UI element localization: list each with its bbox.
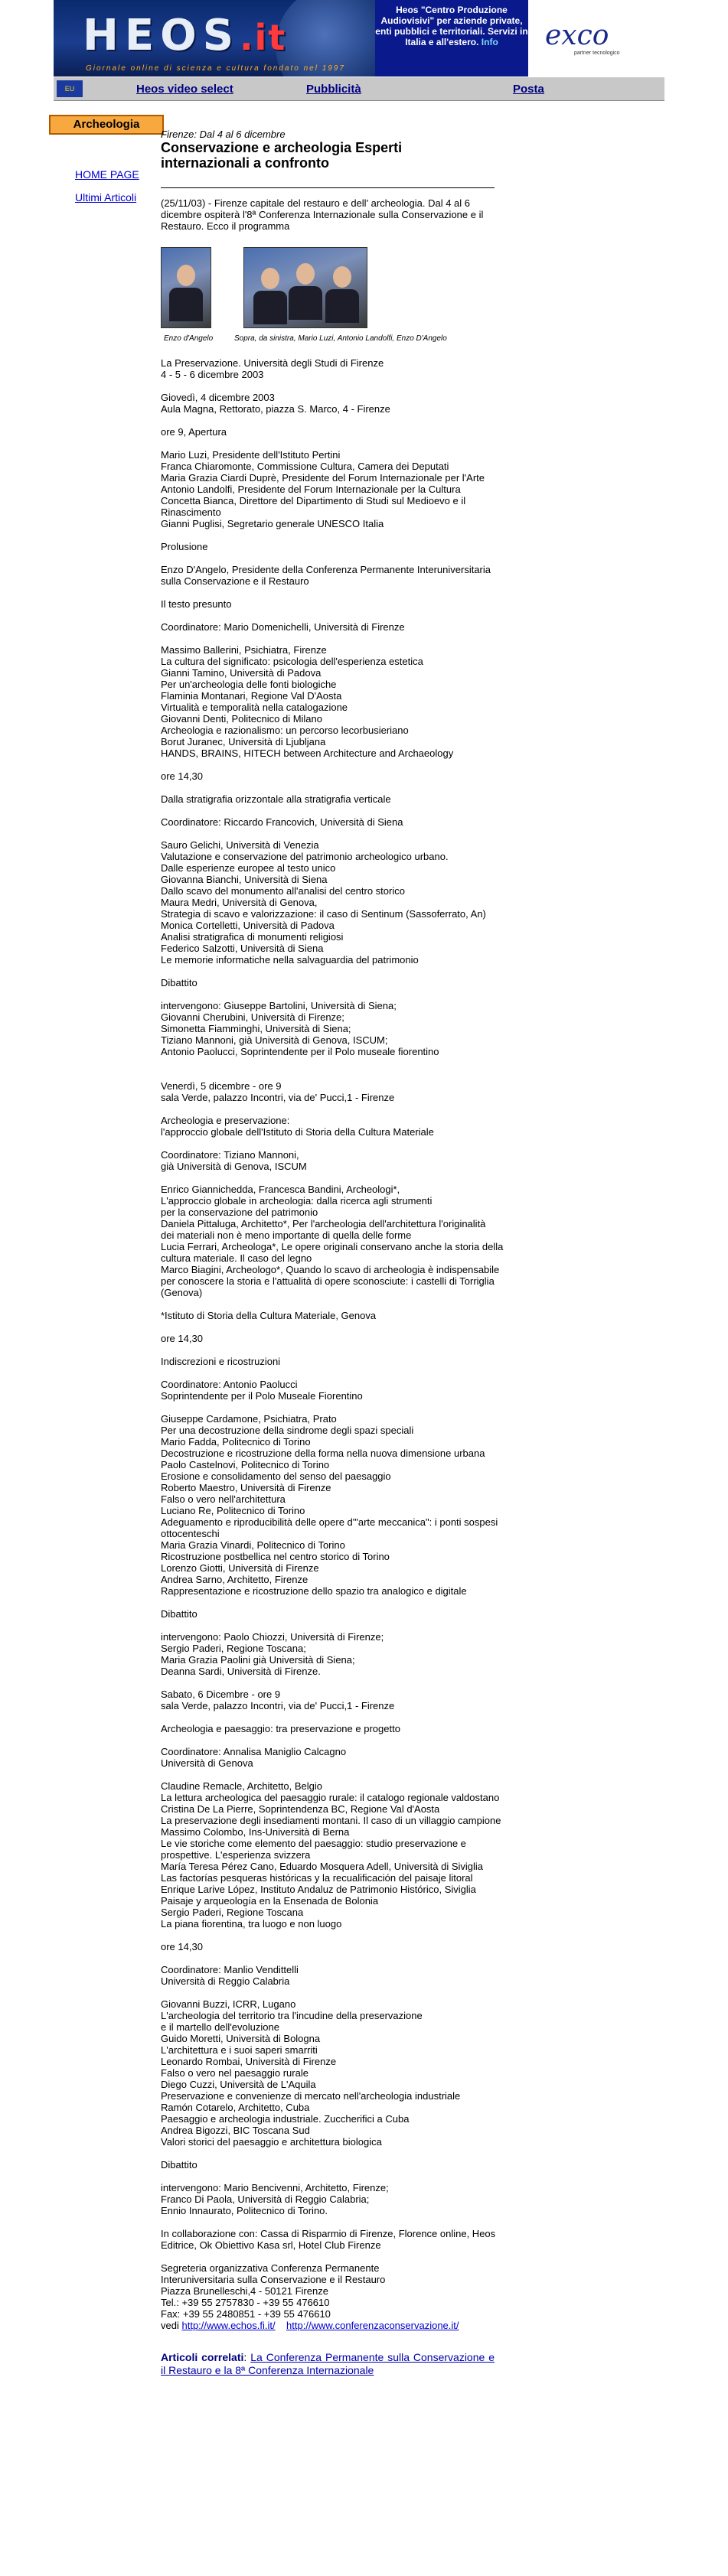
program-line: L'architettura e i suoi saperi smarriti (161, 2044, 318, 2056)
logo-suffix: .it (240, 17, 287, 58)
photo-enzo-dangelo (161, 247, 211, 328)
exco-subtitle: partner tecnologico (574, 50, 620, 56)
program-line: Valutazione e conservazione del patrimonio archeologico urbano. (161, 851, 449, 862)
program-line: Giovedì, 4 dicembre 2003 (161, 392, 275, 403)
program-line: Paesaggio e archeologia industriale. Zuccherifici a Cuba (161, 2113, 410, 2125)
program-line: La Preservazione. Università degli Studi di Firenze (161, 357, 384, 369)
program-line: Maura Medri, Università di Genova, (161, 897, 318, 908)
program-line: Daniela Pittaluga, Architetto*, Per l'archeologia dell'architettura l'originalità (161, 1218, 486, 1229)
article-title: Conservazione e archeologia Esperti internazionali a confronto (161, 140, 403, 171)
program-gap (161, 1930, 495, 1941)
program-line: Giuseppe Cardamone, Psichiatra, Prato (161, 1413, 337, 1425)
program-gap (161, 1138, 495, 1149)
logo-title (83, 11, 286, 60)
program-line: ore 14,30 (161, 1941, 203, 1952)
related-label: Articoli correlati (161, 2351, 244, 2363)
program-gap (161, 1677, 495, 1689)
program-line: intervengono: Giuseppe Bartolini, Università di Siena; (161, 1000, 397, 1011)
exco-logo[interactable] (528, 0, 664, 77)
program-line: Ramón Cotarelo, Architetto, Cuba (161, 2102, 310, 2113)
program-line: Per una decostruzione della sindrome degli spazi speciali (161, 1425, 414, 1436)
program-line: Maria Grazia Vinardi, Politecnico di Torino (161, 1539, 345, 1551)
program-line: Per un'archeologia delle fonti biologiche (161, 679, 337, 690)
ad-text: Heos "Centro Produzione Audiovisivi" per aziende private, enti pubblici e territoriali. Servizi in Italia e all'estero. (375, 5, 528, 47)
program-line: Borut Juranec, Università di Ljubljana (161, 736, 326, 747)
program-line: Sergio Paderi, Regione Toscana; (161, 1643, 306, 1654)
nav-posta[interactable]: Posta (513, 83, 544, 96)
program-gap (161, 1597, 495, 1608)
program-line: Dibattito (161, 2159, 198, 2171)
program-line: Las factorías pesqueras históricas y la recualificación del paisaje litoral (161, 1872, 473, 1884)
program-line: *Istituto di Storia della Cultura Materiale, Genova (161, 1310, 377, 1321)
program-line: Valori storici del paesaggio e architettura biologica (161, 2136, 382, 2148)
related-article-link[interactable]: La Conferenza Permanente sulla Conservazione e il Restauro e la 8ª Conferenza Internazionale (161, 2351, 495, 2376)
program-line: Università di Reggio Calabria (161, 1975, 290, 1987)
program-line: Massimo Colombo, Ins-Università di Berna (161, 1826, 350, 1838)
program-line: Sabato, 6 Dicembre - ore 9 (161, 1689, 281, 1700)
program-line: Falso o vero nell'architettura (161, 1493, 286, 1505)
home-page-link[interactable]: HOME PAGE (75, 168, 139, 181)
program-line: Simonetta Fiamminghi, Università di Siena; (161, 1023, 351, 1034)
program-line: 4 - 5 - 6 dicembre 2003 (161, 369, 264, 380)
program-gap (161, 1344, 495, 1356)
program-line: Maria Grazia Ciardi Duprè, Presidente del Forum Internazionale per l'Arte (161, 472, 485, 484)
program-line: Rinascimento (161, 506, 221, 518)
program-line: Roberto Maestro, Università di Firenze (161, 1482, 331, 1493)
article (161, 129, 504, 2377)
program-gap (161, 1620, 495, 1631)
program-line: Tel.: +39 55 2757830 - +39 55 476610 (161, 2297, 330, 2308)
eu-flag-icon: EU (57, 80, 83, 97)
program-line: Enrique Larive López, Instituto Andaluz de Patrimonio Histórico, Siviglia (161, 1884, 476, 1895)
program-line: Preservazione e convenienze di mercato nell'archeologia industriale (161, 2090, 461, 2102)
photo-speakers (243, 247, 367, 328)
program-gap (161, 1057, 495, 1069)
program-line: Erosione e consolidamento del senso del paesaggio (161, 1470, 391, 1482)
program-line: Diego Cuzzi, Università de L'Aquila (161, 2079, 316, 2090)
program-line: Il testo presunto (161, 598, 232, 610)
program-gap (161, 1734, 495, 1746)
program-line: Dalle esperienze europee al testo unico (161, 862, 336, 874)
program-line: Claudine Remacle, Architetto, Belgio (161, 1780, 323, 1792)
program-line: L'approccio globale in archeologia: dalla ricerca agli strumenti (161, 1195, 433, 1207)
contact-links (161, 2320, 495, 2331)
program-gap (161, 1952, 495, 1964)
program-line: Lucia Ferrari, Archeologa*, Le opere originali conservano anche la storia della (161, 1241, 504, 1252)
program-gap (161, 1069, 495, 1080)
program-line: Paolo Castelnovi, Politecnico di Torino (161, 1459, 330, 1470)
program-gap (161, 438, 495, 449)
program-line: Interuniversitaria sulla Conservazione e il Restauro (161, 2274, 386, 2285)
program-line: Massimo Ballerini, Psichiatra, Firenze (161, 644, 327, 656)
nav-pubblicita[interactable]: Pubblicità (306, 83, 361, 96)
program-line: già Università di Genova, ISCUM (161, 1161, 307, 1172)
program-line: ore 14,30 (161, 770, 203, 782)
program-line: Mario Luzi, Presidente dell'Istituto Pertini (161, 449, 341, 461)
program-line: Ennio Innaurato, Politecnico di Torino. (161, 2205, 328, 2216)
program-line: Antonio Paolucci, Soprintendente per il Polo museale fiorentino (161, 1046, 439, 1057)
program-line: Virtualità e temporalità nella catalogazione (161, 702, 348, 713)
related-articles: Articoli correlati: La Conferenza Permanente sulla Conservazione e il Restauro e la 8ª Conferenza Internazionale (161, 2351, 495, 2376)
program-line: Sergio Paderi, Regione Toscana (161, 1907, 304, 1918)
program-line: Coordinatore: Manlio Vendittelli (161, 1964, 299, 1975)
program-gap (161, 529, 495, 541)
logo-main: HEOS (83, 11, 240, 60)
program-line: l'approccio globale dell'Istituto di Storia della Cultura Materiale (161, 1126, 434, 1138)
program-line: Sauro Gelichi, Università di Venezia (161, 839, 319, 851)
nav-bar (54, 77, 664, 101)
program-line: Enzo D'Angelo, Presidente della Conferenza Permanente Interuniversitaria (161, 564, 491, 575)
program-gap (161, 2216, 495, 2228)
program-line: per la conservazione del patrimonio (161, 1207, 318, 1218)
program-line: Flaminia Montanari, Regione Val D'Aosta (161, 690, 342, 702)
program-line: La lettura archeologica del paesaggio rurale: il catalogo regionale valdostano (161, 1792, 500, 1803)
program-line: Archeologia e razionalismo: un percorso lecorbusieriano (161, 725, 409, 736)
program-line: Federico Salzotti, Università di Siena (161, 943, 324, 954)
program-line: Le vie storiche come elemento del paesaggio: studio preservazione e (161, 1838, 466, 1849)
program-line: Giovanni Denti, Politecnico di Milano (161, 713, 322, 725)
program-line: Concetta Bianca, Direttore del Dipartimento di Studi sul Medioevo e il (161, 495, 466, 506)
program-line: Dibattito (161, 977, 198, 988)
program-line: cultura materiale. Il caso del legno (161, 1252, 312, 1264)
program-line: Giovanni Buzzi, ICRR, Lugano (161, 1998, 296, 2010)
program-gap (161, 552, 495, 564)
program-gap (161, 610, 495, 621)
program-line: prospettive. L'esperienza svizzera (161, 1849, 311, 1861)
photo-caption-left: Enzo d'Angelo (164, 334, 214, 343)
heos-logo[interactable] (54, 0, 375, 77)
program-line: (Genova) (161, 1287, 203, 1298)
program-line: sala Verde, palazzo Incontri, via de' Pucci,1 - Firenze (161, 1092, 395, 1103)
program-line: Andrea Bigozzi, BIC Toscana Sud (161, 2125, 310, 2136)
program-gap (161, 1172, 495, 1184)
photo-row (161, 247, 495, 357)
program-line: intervengono: Paolo Chiozzi, Università di Firenze; (161, 1631, 384, 1643)
program-line: Antonio Landolfi, Presidente del Forum Internazionale per la Cultura (161, 484, 461, 495)
program-line: Coordinatore: Mario Domenichelli, Università di Firenze (161, 621, 405, 633)
program-gap (161, 1402, 495, 1413)
program-line: Editrice, Ok Obiettivo Kasa srl, Hotel Club Firenze (161, 2239, 381, 2251)
program-line: Paisaje y arqueología en la Ensenada de Bolonia (161, 1895, 379, 1907)
exco-wordmark: exco (545, 20, 609, 51)
program-gap (161, 1987, 495, 1998)
program-line: Leonardo Rombai, Università di Firenze (161, 2056, 337, 2067)
program-line: Franco Di Paola, Università di Reggio Calabria; (161, 2193, 370, 2205)
program-line: sala Verde, palazzo Incontri, via de' Pucci,1 - Firenze (161, 1700, 395, 1711)
program-line: e il martello dell'evoluzione (161, 2021, 279, 2033)
program-line: Rappresentazione e ricostruzione dello spazio tra analogico e digitale (161, 1585, 467, 1597)
program-gap (161, 1103, 495, 1115)
program-line: Adeguamento e riproducibilità delle opere d'"arte meccanica": i ponti sospesi (161, 1516, 498, 1528)
program-line: Coordinatore: Tiziano Mannoni, (161, 1149, 299, 1161)
program-line: Venerdì, 5 dicembre - ore 9 (161, 1080, 282, 1092)
program-line: Dibattito (161, 1608, 198, 1620)
program-line: Marco Biagini, Archeologo*, Quando lo scavo di archeologia è indispensabile (161, 1264, 500, 1275)
program-line: Giovanna Bianchi, Università di Siena (161, 874, 328, 885)
program-gap (161, 988, 495, 1000)
program-line: Strategia di scavo e valorizzazione: il caso di Sentinum (Sassoferrato, An) (161, 908, 486, 920)
title-divider (161, 187, 495, 188)
photo-caption-right: Sopra, da sinistra, Mario Luzi, Antonio Landolfi, Enzo D'Angelo (234, 334, 447, 343)
program-line: Maria Grazia Paolini già Università di Siena; (161, 1654, 355, 1666)
program-line: Le memorie informatiche nella salvaguardia del patrimonio (161, 954, 419, 966)
program-text (161, 357, 504, 2320)
program-gap (161, 966, 495, 977)
program-gap (161, 1298, 495, 1310)
contact-prefix: vedi (161, 2320, 179, 2331)
program-line: Decostruzione e ricostruzione della forma nella nuova dimensione urbana (161, 1448, 485, 1459)
program-line: ore 14,30 (161, 1333, 203, 1344)
program-gap (161, 1367, 495, 1379)
program-line: Giovanni Cherubini, Università di Firenze; (161, 1011, 344, 1023)
program-line: intervengono: Mario Bencivenni, Architetto, Firenze; (161, 2182, 389, 2193)
program-line: Gianni Tamino, Università di Padova (161, 667, 322, 679)
program-line: per conoscere la storia e l'attualità di opere sconosciute: i castelli di Torriglia (161, 1275, 495, 1287)
sidebar (49, 115, 165, 204)
program-line: Gianni Puglisi, Segretario generale UNESCO Italia (161, 518, 384, 529)
article-intro: (25/11/03) - Firenze capitale del restauro e dell' archeologia. Dal 4 al 6 dicembre ospiterà l'8ª Conferenza Internazionale sulla Conservazione e il Restauro. Ecco il programma (161, 197, 484, 232)
program-line: dei materiali non è meno importante di quella delle forme (161, 1229, 412, 1241)
program-line: Luciano Re, Politecnico di Torino (161, 1505, 305, 1516)
program-line: Fax: +39 55 2480851 - +39 55 476610 (161, 2308, 331, 2320)
program-line: Falso o vero nel paesaggio rurale (161, 2067, 309, 2079)
program-line: Coordinatore: Antonio Paolucci (161, 1379, 298, 1390)
program-gap (161, 587, 495, 598)
program-line: Indiscrezioni e ricostruzioni (161, 1356, 281, 1367)
program-line: Enrico Giannichedda, Francesca Bandini, Archeologi*, (161, 1184, 400, 1195)
program-line: Andrea Sarno, Architetto, Firenze (161, 1574, 309, 1585)
program-line: sulla Conservazione e il Restauro (161, 575, 309, 587)
program-line: Tiziano Mannoni, già Università di Genova, ISCUM; (161, 1034, 388, 1046)
program-gap (161, 1711, 495, 1723)
program-line: Archeologia e preservazione: (161, 1115, 290, 1126)
program-line: La preservazione degli insediamenti montani. Il caso di un villaggio campione (161, 1815, 501, 1826)
program-line: María Teresa Pérez Cano, Eduardo Mosquera Adell, Università di Siviglia (161, 1861, 484, 1872)
program-line: HANDS, BRAINS, HITECH between Architecture and Archaeology (161, 747, 454, 759)
program-line: Segreteria organizzativa Conferenza Permanente (161, 2262, 380, 2274)
program-line: In collaborazione con: Cassa di Risparmio di Firenze, Florence online, Heos (161, 2228, 496, 2239)
program-gap (161, 2171, 495, 2182)
program-line: Archeologia e paesaggio: tra preservazione e progetto (161, 1723, 400, 1734)
program-gap (161, 759, 495, 770)
program-line: Soprintendente per il Polo Museale Fiorentino (161, 1390, 363, 1402)
program-line: Piazza Brunelleschi,4 - 50121 Firenze (161, 2285, 328, 2297)
program-gap (161, 828, 495, 839)
program-line: Guido Moretti, Università di Bologna (161, 2033, 321, 2044)
echos-link[interactable]: http://www.echos.fi.it/ (181, 2320, 276, 2331)
program-line: ottocenteschi (161, 1528, 220, 1539)
program-line: Analisi stratigrafica di monumenti religiosi (161, 931, 344, 943)
program-gap (161, 1769, 495, 1780)
ad-banner[interactable] (375, 0, 528, 77)
program-gap (161, 633, 495, 644)
program-line: Dalla stratigrafia orizzontale alla stratigrafia verticale (161, 793, 391, 805)
program-gap (161, 782, 495, 793)
ad-info-link[interactable]: Info (481, 37, 498, 47)
program-line: Università di Genova (161, 1757, 253, 1769)
program-gap (161, 2251, 495, 2262)
site-header (54, 0, 664, 77)
latest-articles-link[interactable]: Ultimi Articoli (75, 191, 137, 204)
program-line: Ricostruzione postbellica nel centro storico di Torino (161, 1551, 390, 1562)
program-gap (161, 1321, 495, 1333)
program-gap (161, 2148, 495, 2159)
section-label: Archeologia (49, 115, 164, 135)
program-line: Coordinatore: Riccardo Francovich, Università di Siena (161, 816, 403, 828)
program-line: L'archeologia del territorio tra l'incudine della preservazione (161, 2010, 423, 2021)
program-line: ore 9, Apertura (161, 426, 227, 438)
program-gap (161, 415, 495, 426)
program-line: Coordinatore: Annalisa Maniglio Calcagno (161, 1746, 347, 1757)
nav-heos-video-select[interactable]: Heos video select (136, 83, 233, 96)
program-line: Lorenzo Giotti, Università di Firenze (161, 1562, 319, 1574)
dateline: Firenze: Dal 4 al 6 dicembre (161, 129, 286, 140)
program-line: Mario Fadda, Politecnico di Torino (161, 1436, 311, 1448)
program-line: Monica Cortelletti, Università di Padova (161, 920, 335, 931)
program-line: Aula Magna, Rettorato, piazza S. Marco, 4 - Firenze (161, 403, 390, 415)
program-gap (161, 805, 495, 816)
program-line: La piana fiorentina, tra luogo e non luogo (161, 1918, 342, 1930)
program-line: Franca Chiaromonte, Commissione Cultura, Camera dei Deputati (161, 461, 449, 472)
program-line: Cristina De La Pierre, Soprintendenza BC, Regione Val d'Aosta (161, 1803, 440, 1815)
program-line: Deanna Sardi, Università di Firenze. (161, 1666, 321, 1677)
program-line: La cultura del significato: psicologia dell'esperienza estetica (161, 656, 423, 667)
conference-link[interactable]: http://www.conferenzaconservazione.it/ (286, 2320, 459, 2331)
program-line: Prolusione (161, 541, 208, 552)
logo-tagline: Giornale online di scienza e cultura fondato nel 1997 (86, 64, 345, 73)
program-gap (161, 380, 495, 392)
program-line: Dallo scavo del monumento all'analisi del centro storico (161, 885, 405, 897)
